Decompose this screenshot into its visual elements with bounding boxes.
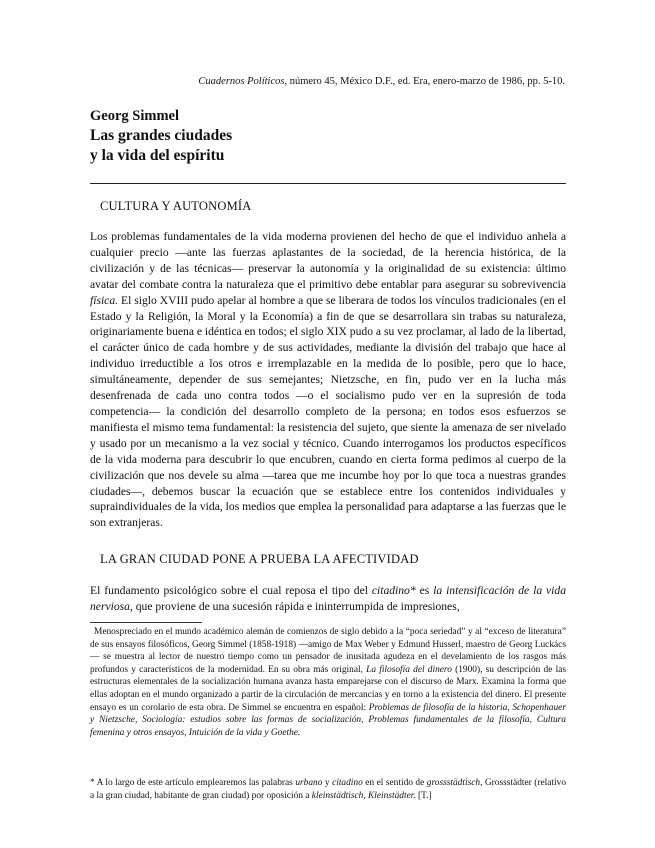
paragraph-emphasis: la intensificación de la vida nerviosa, — [90, 584, 566, 613]
footnote-emphasis: Problemas de filosofía de la historia, Schopenhauer y Nietzsche, Sociología: estudios sobre las formas de socialización, Problemas fundamentales de la filosofía, Cultura femenina y otros ensayos, Intuición de la vida y Goethe. — [90, 702, 566, 738]
footnote-author — [90, 626, 566, 739]
source-citation — [90, 76, 565, 87]
title-line-2: y la vida del espíritu — [90, 147, 225, 164]
paragraph-emphasis: física. — [90, 293, 119, 307]
title-divider — [90, 183, 566, 184]
paragraph-text: que proviene de una sucesión rápida e ininterrumpida de impresiones, — [132, 599, 460, 613]
footnote-text: en el sentido de — [362, 778, 427, 788]
paragraph-text: es — [415, 584, 434, 597]
section-heading-gran-ciudad: LA GRAN CIUDAD PONE A PRUEBA LA AFECTIVIDAD — [100, 552, 419, 566]
footnote-text: [T.] — [415, 790, 432, 801]
footnote-emphasis: grossstädtisch, — [426, 778, 483, 788]
footnote-text: Grossstädter (relativo a la gran ciudad, habitante de gran ciudad) por oposición a — [90, 778, 567, 801]
paragraph-cultura — [90, 229, 566, 531]
footnote-emphasis: La filosofía del dinero — [366, 664, 452, 675]
footnote-emphasis: citadino — [332, 778, 363, 788]
footnote-emphasis: urbano — [295, 778, 323, 788]
paragraph-emphasis: citadino* — [371, 584, 416, 597]
footnote-divider — [90, 622, 202, 623]
citation-details: , número 45, México D.F., ed. Era, enero-marzo de 1986, pp. 5-10. — [284, 76, 565, 87]
author-name: Georg Simmel — [90, 108, 179, 124]
journal-name: Cuadernos Políticos — [198, 76, 285, 87]
footnote-emphasis: kleinstädtisch, Kleinstädter. — [311, 790, 416, 801]
paragraph-text: Los problemas fundamentales de la vida moderna provienen del hecho de que el individuo anhela a cualquier precio —ante las fuerzas aplastantes de la sociedad, de la herencia histórica, de la civilización y de las técnicas— preservar la autonomía y la originalidad de su existencia: último avatar del combate contra la naturaleza que el primitivo debe entablar para asegurar su sobrevivencia — [90, 230, 566, 291]
footnote-translator — [90, 777, 566, 802]
footnote-text: Menospreciado en el mundo académico alemán de comienzos de siglo debido a la “poca seriedad” y al “exceso de literatura” de sus ensayos filosóficos, Georg Simmel (1858-1918) —amigo de Max Weber y Edmund Husserl, maestro de Georg Luckács— se muestra al lector de nuestro tiempo como un pensador de inusitada agudeza en el develamiento de los rasgos más profundos y característicos de la modernidad. En su obra más original, — [90, 627, 566, 675]
footnote-text: * A lo largo de este artículo emplearemos las palabras — [90, 778, 296, 788]
title-line-1: Las grandes ciudades — [90, 127, 233, 144]
article-title — [90, 126, 232, 166]
footnote-text: y — [322, 778, 333, 788]
paragraph-text: El fundamento psicológico sobre el cual reposa el tipo del — [90, 584, 372, 597]
section-heading-cultura: CULTURA Y AUTONOMÍA — [100, 199, 252, 213]
footnote-text: (1900), su descripción de las estructuras elementales de la socialización humana avanza hasta emparejarse con el discurso de Marx. Examina la forma que ellas adoptan en el mundo organizado a partir de la circulación de mercancías y en torno a la existencia del dinero. El presente ensayo es un corolario de esta obra. De Simmel se encuentra en español: — [90, 664, 566, 713]
paragraph-gran-ciudad — [90, 583, 566, 615]
paragraph-text: El siglo XVIII pudo apelar al hombre a que se liberara de todos los vínculos tradicionales (en el Estado y la Religión, la Moral y la Economía) a fin de que se desarrollara sin trabas su naturaleza, originariamente buena e idéntica en todos; el siglo XIX pudo a su vez proclamar, al lado de la libertad, el carácter único de cada hombre y de sus actividades, mediante la división del trabajo que hace al individuo irreductible a los otros e irremplazable en la medida de lo posible, pero que lo hace, simultáneamente, depender de sus semejantes; Nietzsche, en fin, pudo ver en la lucha más desenfrenada de cada uno contra todos —o el socialismo pudo ver en la supresión de toda competencia— la condición del desarrollo completo de la persona; en todos esos esfuerzos se manifiesta el mismo tema fundamental: la resistencia del sujeto, que siente la amenaza de ser nivelado y usado por un mecanismo a la vez social y técnico. Cuando interrogamos los productos específicos de la vida moderna para descubrir lo que encubren, cuando en cierta forma pedimos al cuerpo de la civilización que nos devele su alma —tarea que me incumbe hoy por lo que toca a nuestras grandes ciudades—, debemos buscar la ecuación que se establece entre los contenidos individuales y supraindividuales de la vida, los medios que emplea la personalidad para adaptarse a las fuerzas que le son extranjeras. — [90, 293, 567, 530]
